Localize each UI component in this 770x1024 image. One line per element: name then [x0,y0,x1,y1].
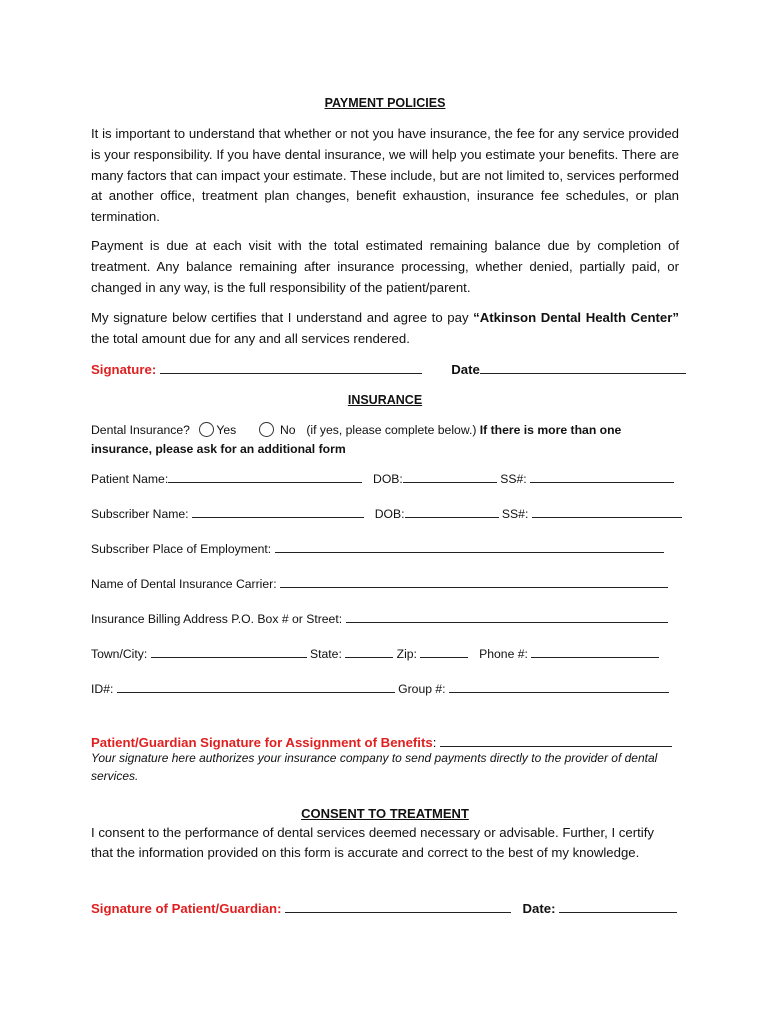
patient-name-label: Patient Name: [91,472,169,486]
dob-field[interactable] [403,470,497,483]
insurance-heading: INSURANCE [347,393,423,407]
patient-name-field[interactable] [168,470,362,483]
consent-date-field[interactable] [559,900,677,913]
group-field[interactable] [449,680,669,693]
payment-paragraph-3-text-b: the total amount due for any and all services rendered. [91,330,410,346]
phone-field[interactable] [531,645,659,658]
zip-label: Zip: [396,647,417,661]
patient-name-row [91,470,674,486]
carrier-field[interactable] [280,575,668,588]
date-label: Date [451,362,480,377]
payment-paragraph-1: It is important to understand that whether or not you have insurance, the fee for any service provided is your responsibility. If you have dental insurance, we will help you estimate your benefits. There are many factors that can impact your estimate. These include, but are not limited to, services performed at another office, treatment plan changes, benefit exhaustion, insurance fee schedules, or plan termination. [91,126,679,225]
subscriber-name-field[interactable] [192,505,364,518]
consent-signature-row [91,900,677,916]
id-label: ID#: [91,682,114,696]
no-label: No [279,423,296,437]
subscriber-ss-label: SS#: [501,507,529,521]
subscriber-dob-field[interactable] [405,505,499,518]
date-field[interactable] [480,361,686,374]
payment-signature-row [91,361,681,377]
id-field[interactable] [117,680,395,693]
yes-radio[interactable] [199,422,214,437]
consent-signature-label: Signature of Patient/Guardian: [91,901,282,916]
insurance-question [91,421,681,459]
no-radio[interactable] [259,422,274,437]
employment-label: Subscriber Place of Employment: [91,542,272,556]
assignment-signature-label: Patient/Guardian Signature for Assignment of Benefits [91,735,433,750]
payment-paragraph-3-text-a: My signature below certifies that I understand and agree to pay [91,310,474,325]
town-field[interactable] [151,645,307,658]
billing-address-label: Insurance Billing Address P.O. Box # or Street: [91,612,343,626]
signature-field[interactable] [160,361,422,374]
employment-row [91,540,664,556]
insurance-hint: (if yes, please complete below.) [306,423,477,437]
billing-address-field[interactable] [346,610,668,623]
consent-date-label: Date: [522,901,556,916]
assignment-signature-row [91,734,672,750]
carrier-label: Name of Dental Insurance Carrier: [91,577,277,591]
practice-name: “Atkinson Dental Health Center” [473,310,679,325]
payment-paragraph-3 [91,308,679,350]
assignment-colon: : [432,735,437,750]
ss-label: SS#: [500,472,527,486]
additional-form-note: If there is more than one insurance, please ask for an additional form [91,423,622,456]
town-label: Town/City: [91,647,148,661]
ss-field[interactable] [530,470,674,483]
assignment-note: Your signature here authorizes your insurance company to send payments directly to the provider of dental services. [91,751,658,783]
yes-label: Yes [216,423,237,437]
carrier-row [91,575,668,591]
subscriber-name-row [91,505,682,521]
payment-paragraph-2: Payment is due at each visit with the total estimated remaining balance due by completion of treatment. Any balance remaining after insurance processing, whether denied, partially paid, or changed in any way, is the full responsibility of the patient/parent. [91,238,679,295]
payment-policies-heading: PAYMENT POLICIES [324,96,446,110]
id-row [91,680,669,696]
assignment-signature-field[interactable] [440,734,672,747]
zip-field[interactable] [420,645,468,658]
insurance-question-label: Dental Insurance? [91,423,190,437]
subscriber-name-label: Subscriber Name: [91,507,189,521]
billing-address-row [91,610,668,626]
phone-label: Phone #: [479,647,528,661]
dob-label: DOB: [373,472,403,486]
consent-heading: CONSENT TO TREATMENT [301,806,469,821]
consent-text: I consent to the performance of dental services deemed necessary or advisable. Further, I certify that the information provided on this form is accurate and correct to the best of my knowledge. [91,825,654,860]
subscriber-ss-field[interactable] [532,505,682,518]
group-label: Group #: [398,682,446,696]
state-field[interactable] [345,645,393,658]
consent-signature-field[interactable] [285,900,511,913]
town-row [91,645,659,661]
subscriber-dob-label: DOB: [374,507,405,521]
employment-field[interactable] [275,540,664,553]
signature-label: Signature: [91,362,157,377]
state-label: State: [310,647,342,661]
